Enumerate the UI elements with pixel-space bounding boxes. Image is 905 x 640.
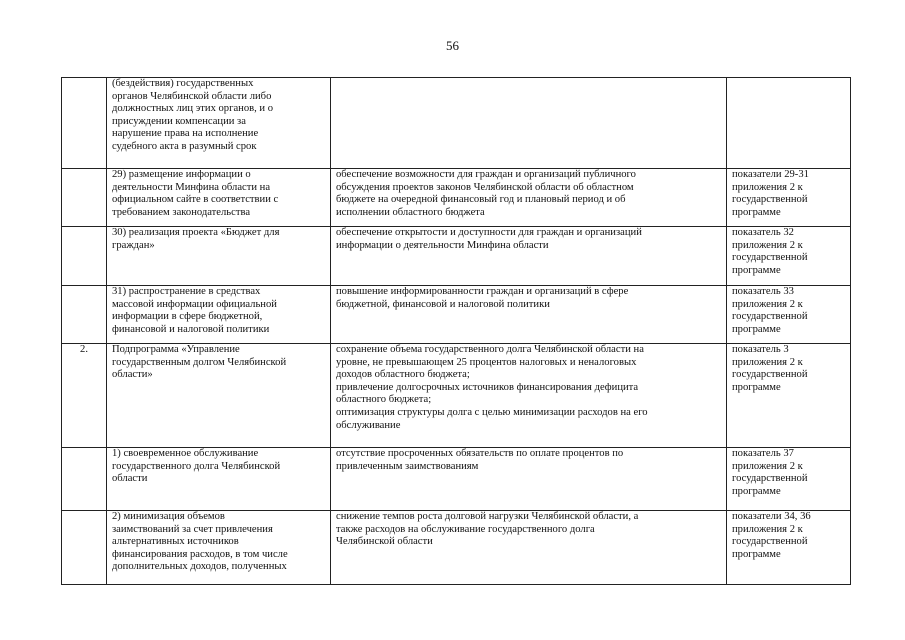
result-cell: сохранение объема государственного долга Челябинской области на уровне, не превышающем 25 процентов налоговых и неналоговых доходов областного бюджета; привлечение долгосрочных источников финансирования дефицита областного бюджета; оптимизация структуры долга с целью минимизации расходов на его обслуживание: [331, 344, 727, 448]
row-number-cell: [62, 511, 107, 585]
indicator-cell: показатель 3 приложения 2 к государственной программе: [727, 344, 851, 448]
row-number-cell: 2.: [62, 344, 107, 448]
measure-cell: 31) распространение в средствах массовой информации официальной информации в сфере бюджетной, финансовой и налоговой политики: [107, 286, 331, 344]
result-cell: обеспечение открытости и доступности для граждан и организаций информации о деятельности Минфина области: [331, 227, 727, 286]
result-cell: обеспечение возможности для граждан и организаций публичного обсуждения проектов законов Челябинской области об областном бюджете на очередной финансовый год и плановый период и об исполнении областного бюджета: [331, 169, 727, 227]
table-row: [62, 169, 851, 227]
row-number-cell: [62, 227, 107, 286]
measure-cell: Подпрограмма «Управление государственным долгом Челябинской области»: [107, 344, 331, 448]
table-row: [62, 78, 851, 169]
program-measures-table: [61, 77, 851, 585]
result-cell: [331, 78, 727, 169]
row-number-cell: [62, 448, 107, 511]
result-cell: отсутствие просроченных обязательств по оплате процентов по привлеченным заимствованиям: [331, 448, 727, 511]
measure-cell: 29) размещение информации о деятельности Минфина области на официальном сайте в соответствии с требованием законодательства: [107, 169, 331, 227]
measure-cell: 2) минимизация объемов заимствований за счет привлечения альтернативных источников финансирования расходов, в том числе дополнительных доходов, полученных: [107, 511, 331, 585]
indicator-cell: показатели 34, 36 приложения 2 к государственной программе: [727, 511, 851, 585]
row-number-cell: [62, 169, 107, 227]
measure-cell: 1) своевременное обслуживание государственного долга Челябинской области: [107, 448, 331, 511]
indicator-cell: показатель 37 приложения 2 к государственной программе: [727, 448, 851, 511]
page-number: 56: [446, 38, 459, 53]
table-row: [62, 286, 851, 344]
indicator-cell: показатели 29-31 приложения 2 к государственной программе: [727, 169, 851, 227]
indicator-cell: показатель 32 приложения 2 к государственной программе: [727, 227, 851, 286]
table-row: [62, 511, 851, 585]
table-row: [62, 227, 851, 286]
measure-cell: (бездействия) государственных органов Челябинской области либо должностных лиц этих органов, и о присуждении компенсации за нарушение права на исполнение судебного акта в разумный срок: [107, 78, 331, 169]
result-cell: повышение информированности граждан и организаций в сфере бюджетной, финансовой и налоговой политики: [331, 286, 727, 344]
row-number-cell: [62, 286, 107, 344]
indicator-cell: [727, 78, 851, 169]
table-row: [62, 344, 851, 448]
row-number-cell: [62, 78, 107, 169]
table-row: [62, 448, 851, 511]
measure-cell: 30) реализация проекта «Бюджет для граждан»: [107, 227, 331, 286]
indicator-cell: показатель 33 приложения 2 к государственной программе: [727, 286, 851, 344]
result-cell: снижение темпов роста долговой нагрузки Челябинской области, а также расходов на обслуживание государственного долга Челябинской области: [331, 511, 727, 585]
